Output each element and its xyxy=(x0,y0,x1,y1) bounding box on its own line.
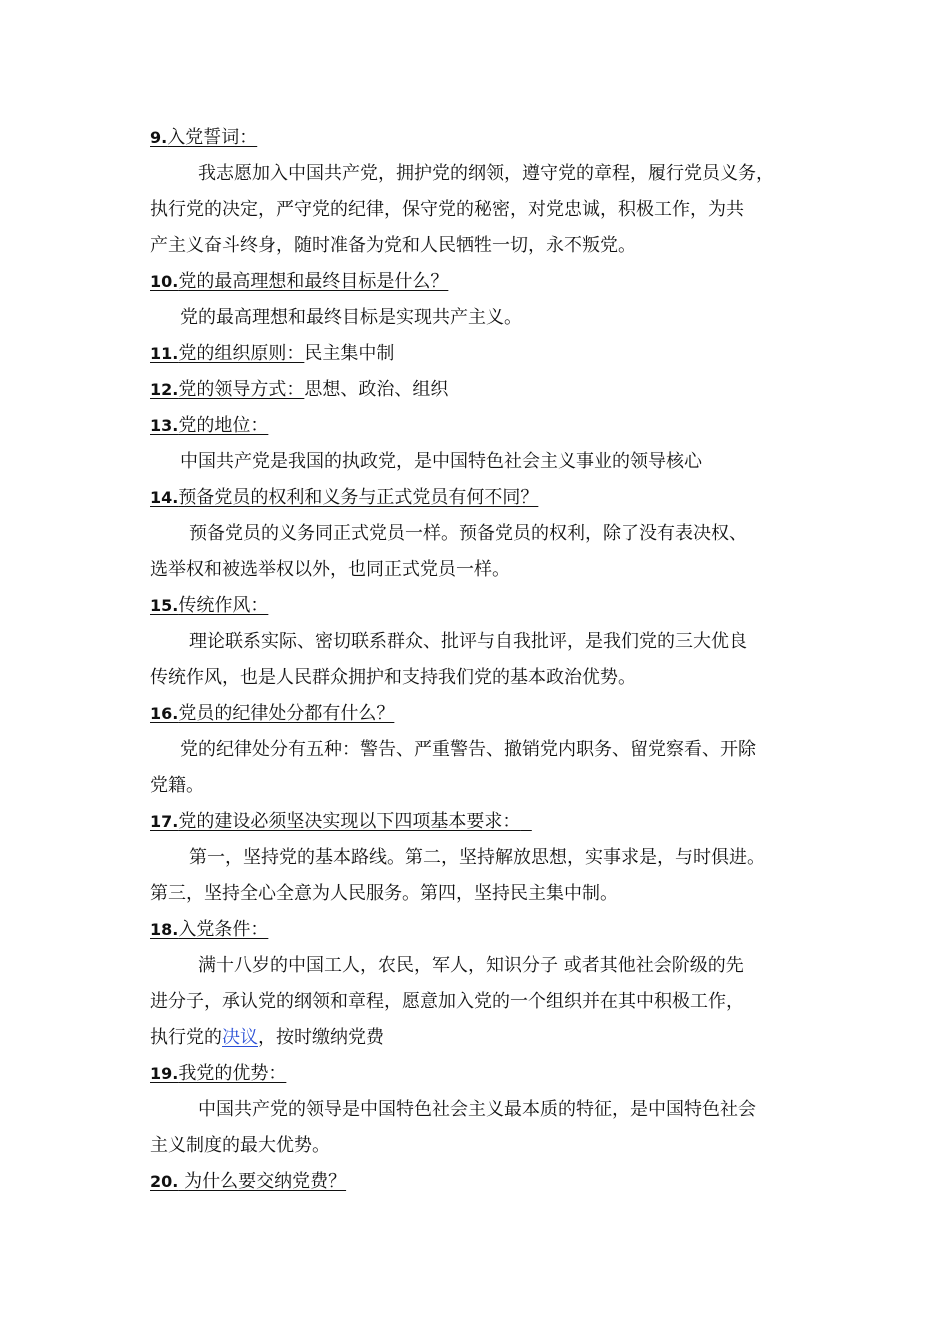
answer-line: 执行党的决定，严守党的纪律，保守党的秘密，对党忠诚，积极工作，为共 xyxy=(150,199,744,220)
answer-line: 党的纪律处分有五种：警告、严重警告、撤销党内职务、留党察看、开除 xyxy=(180,739,756,760)
inline-answer: 思想、政治、组织 xyxy=(304,379,449,400)
answer-line: 我志愿加入中国共产党，拥护党的纲领，遵守党的章程，履行党员义务， xyxy=(198,163,774,184)
question-13-heading xyxy=(150,414,268,438)
question-title: 传统作风： xyxy=(178,595,269,616)
answer-line: 满十八岁的中国工人，农民，军人，知识分子 或者其他社会阶级的先 xyxy=(198,955,744,976)
heading-underlined xyxy=(150,271,448,292)
question-title: 入党誓词： xyxy=(167,127,258,148)
question-title: 党的组织原则： xyxy=(178,343,305,364)
question-number: 20. xyxy=(150,1172,179,1191)
heading-underlined xyxy=(150,1063,286,1084)
heading-underlined xyxy=(150,919,268,940)
question-title: 党员的纪律处分都有什么？ xyxy=(178,703,395,724)
question-17-heading xyxy=(150,810,532,834)
answer-line: 主义制度的最大优势。 xyxy=(150,1135,330,1156)
question-16-heading xyxy=(150,702,394,726)
question-10-heading xyxy=(150,270,448,294)
heading-underlined xyxy=(150,379,304,400)
heading-underlined xyxy=(150,1171,346,1192)
answer-line: 党的最高理想和最终目标是实现共产主义。 xyxy=(180,307,522,328)
heading-underlined xyxy=(150,703,394,724)
question-title: 预备党员的权利和义务与正式党员有何不同？ xyxy=(178,487,539,508)
answer-line: 中国共产党是我国的执政党，是中国特色社会主义事业的领导核心 xyxy=(180,451,702,472)
heading-underlined xyxy=(150,415,268,436)
question-title: 为什么要交纳党费？ xyxy=(178,1171,347,1192)
question-15-heading xyxy=(150,594,268,618)
heading-underlined xyxy=(150,811,532,832)
question-number: 13. xyxy=(150,416,179,435)
question-title: 党的建设必须坚决实现以下四项基本要求： xyxy=(178,811,521,832)
question-title: 党的地位： xyxy=(178,415,269,436)
question-11-heading xyxy=(150,342,394,366)
heading-underlined xyxy=(150,487,538,508)
question-number: 12. xyxy=(150,380,179,399)
heading-underlined xyxy=(150,343,304,364)
answer-line: 中国共产党的领导是中国特色社会主义最本质的特征，是中国特色社会 xyxy=(198,1099,756,1120)
heading-underlined xyxy=(150,127,257,148)
question-number: 15. xyxy=(150,596,179,615)
question-12-heading xyxy=(150,378,448,402)
heading-underlined xyxy=(150,595,268,616)
question-number: 10. xyxy=(150,272,179,291)
question-title: 党的最高理想和最终目标是什么？ xyxy=(178,271,449,292)
question-number: 17. xyxy=(150,812,179,831)
question-title: 党的领导方式： xyxy=(178,379,305,400)
question-number: 18. xyxy=(150,920,179,939)
answer-line: 理论联系实际、密切联系群众、批评与自我批评，是我们党的三大优良 xyxy=(189,631,747,652)
question-number: 11. xyxy=(150,344,179,363)
question-18-heading xyxy=(150,918,268,942)
question-number: 14. xyxy=(150,488,179,507)
answer-text: 执行党的 xyxy=(150,1027,222,1048)
answer-line: 第一，坚持党的基本路线。第二，坚持解放思想，实事求是，与时俱进。 xyxy=(189,847,765,868)
question-19-heading xyxy=(150,1062,286,1086)
answer-line: 产主义奋斗终身，随时准备为党和人民牺牲一切，永不叛党。 xyxy=(150,235,636,256)
answer-line: 第三，坚持全心全意为人民服务。第四，坚持民主集中制。 xyxy=(150,883,618,904)
question-20-heading xyxy=(150,1170,346,1194)
answer-line: 选举权和被选举权以外，也同正式党员一样。 xyxy=(150,559,510,580)
question-title: 入党条件： xyxy=(178,919,269,940)
answer-line: 传统作风，也是人民群众拥护和支持我们党的基本政治优势。 xyxy=(150,667,636,688)
question-9-heading xyxy=(150,126,257,150)
resolution-link[interactable]: 决议 xyxy=(222,1027,258,1048)
answer-line: 进分子，承认党的纲领和章程，愿意加入党的一个组织并在其中积极工作， xyxy=(150,991,744,1012)
question-number: 9. xyxy=(150,128,168,147)
answer-line xyxy=(150,1026,384,1050)
answer-line: 预备党员的义务同正式党员一样。预备党员的权利，除了没有表决权、 xyxy=(189,523,747,544)
question-title: 我党的优势： xyxy=(178,1063,287,1084)
question-number: 16. xyxy=(150,704,179,723)
inline-answer: 民主集中制 xyxy=(304,343,395,364)
answer-line: 党籍。 xyxy=(150,775,204,796)
question-14-heading xyxy=(150,486,538,510)
answer-text: ，按时缴纳党费 xyxy=(258,1027,384,1048)
question-number: 19. xyxy=(150,1064,179,1083)
